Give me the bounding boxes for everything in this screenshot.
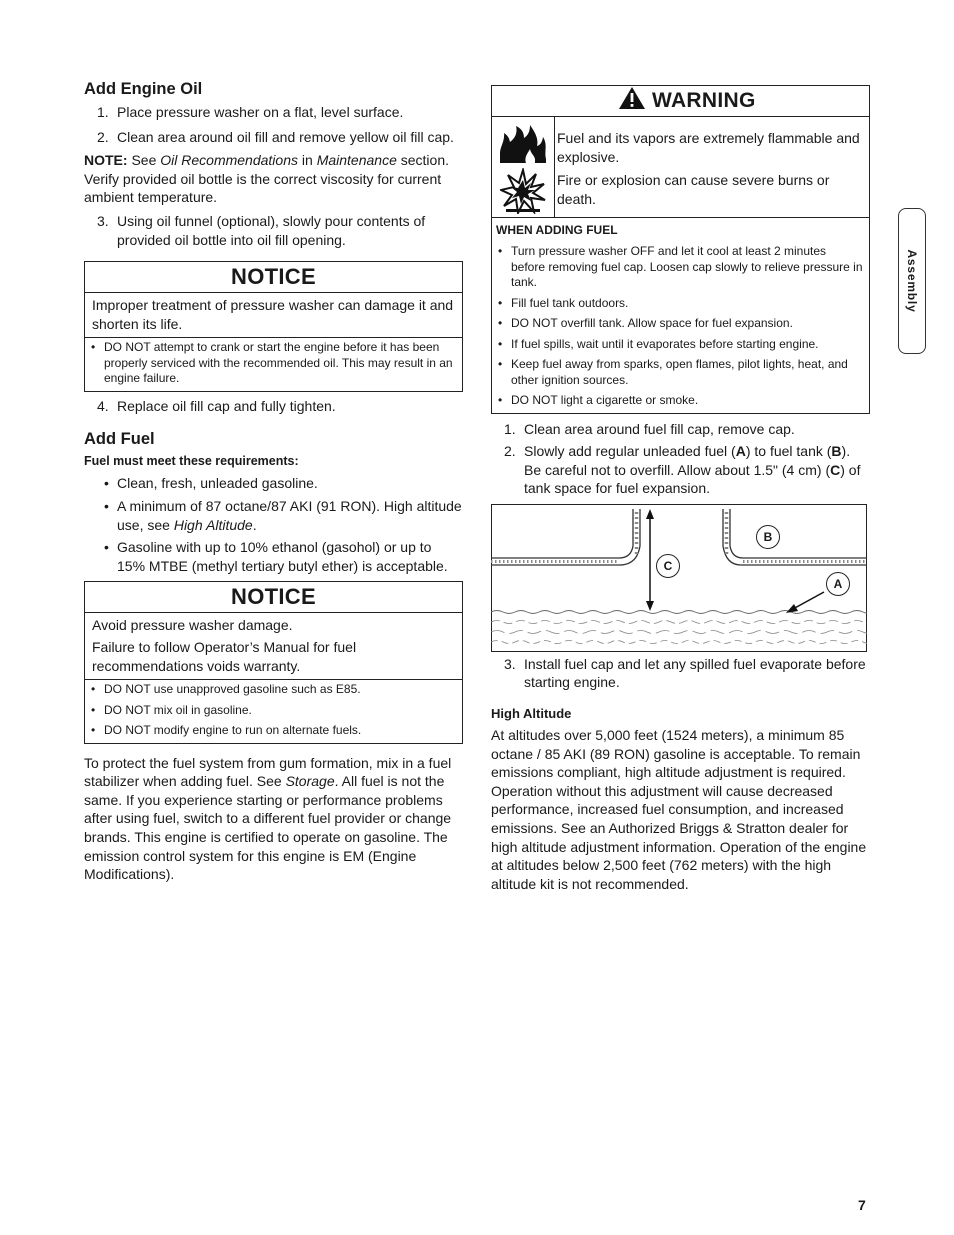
oil-note: NOTE: See Oil Recommendations in Maintenance section. Verify provided oil bottle is the correct viscosity for current ambient temperature. bbox=[84, 152, 449, 206]
list-item: • DO NOT use unapproved gasoline such as E85. bbox=[91, 682, 456, 698]
fuel-tank-illustration bbox=[491, 504, 867, 652]
high-altitude-text: At altitudes over 5,000 feet (1524 meters), a minimum 85 octane / 85 AKI (89 RON) gasoline is acceptable. To remain emissions compliant, high altitude adjustment is required. Operation without this adjustment will cause decreased performance, increased fuel consumption, and increased emissions. See an Authorized Briggs & Stratton dealer for high altitude adjustment information. Operation of the engine at altitudes below 2,500 feet (762 meters) with the high altitude kit is not recommended. bbox=[491, 727, 867, 892]
notice-list bbox=[85, 338, 462, 391]
notice-title: NOTICE bbox=[85, 582, 462, 613]
list-item: • Fill fuel tank outdoors. bbox=[498, 296, 863, 312]
warning-box bbox=[491, 85, 870, 414]
warning-hazard-text: Fuel and its vapors are extremely flammable and explosive. Fire or explosion can cause severe burns or death. bbox=[557, 130, 860, 207]
list-item: • DO NOT light a cigarette or smoke. bbox=[498, 393, 863, 409]
list-item: 4. Replace oil fill cap and fully tighten. bbox=[97, 397, 336, 414]
warning-title: WARNING bbox=[492, 86, 869, 117]
list-item: 3. Using oil funnel (optional), slowly pour contents of provided oil bottle into oil fill opening. bbox=[97, 212, 426, 248]
left-column bbox=[84, 78, 463, 884]
fuel-steps bbox=[491, 420, 870, 498]
list-item: • Gasoline with up to 10% ethanol (gasohol) or up to 15% MTBE (methyl tertiary butyl ether) is acceptable. bbox=[84, 538, 463, 575]
list-item: 2. Clean area around oil fill and remove yellow oil fill cap. bbox=[97, 128, 454, 145]
list-item: 2. Slowly add regular unleaded fuel (A) to fuel tank (B). Be careful not to overfill. Allow about 1.5" (4 cm) (C) of tank space for fuel expansion. bbox=[504, 443, 861, 497]
notice-body: Improper treatment of pressure washer can damage it and shorten its life. bbox=[85, 293, 462, 338]
list-item: 1. Place pressure washer on a flat, level surface. bbox=[97, 104, 404, 120]
explosion-icon bbox=[500, 168, 546, 214]
list-item: • A minimum of 87 octane/87 AKI (91 RON). High altitude use, see High Altitude. bbox=[84, 497, 463, 534]
fuel-tank-diagram bbox=[491, 504, 867, 652]
high-altitude-heading: High Altitude bbox=[491, 706, 572, 722]
when-adding-fuel-heading: WHEN ADDING FUEL bbox=[496, 223, 618, 237]
notice-list bbox=[85, 680, 462, 743]
flammable-icon bbox=[496, 121, 550, 165]
add-engine-oil-heading: Add Engine Oil bbox=[84, 80, 203, 98]
notice-body: Avoid pressure washer damage. Failure to follow Operator’s Manual for fuel recommendations voids warranty. bbox=[85, 613, 462, 680]
add-fuel-heading: Add Fuel bbox=[84, 430, 155, 449]
hazard-icons bbox=[492, 117, 555, 217]
fuel-paragraph: To protect the fuel system from gum formation, mix in a fuel stabilizer when adding fuel. See Storage. All fuel is not the same. If you experience starting or performance problems after using fuel, switch to a different fuel provider or change brands. This engine is certified to operate on gasoline. The emission control system for this engine is EM (Engine Modifications). bbox=[84, 754, 452, 883]
section-tab-assembly: Assembly bbox=[898, 208, 926, 354]
list-item: • Turn pressure washer OFF and let it cool at least 2 minutes before removing fuel cap. Loosen cap slowly to relieve pressure in tank. bbox=[498, 244, 863, 291]
list-item: • DO NOT attempt to crank or start the engine before it has been properly serviced with the recommended oil. This may result in an engine failure. bbox=[91, 340, 456, 387]
list-item: • Clean, fresh, unleaded gasoline. bbox=[84, 474, 463, 493]
list-item: • Keep fuel away from sparks, open flames, pilot lights, heat, and other ignition sources. bbox=[498, 357, 863, 388]
list-item: 1. Clean area around fuel fill cap, remove cap. bbox=[504, 420, 795, 437]
right-column bbox=[491, 85, 870, 893]
notice-title: NOTICE bbox=[85, 262, 462, 293]
label-b: B bbox=[756, 525, 780, 549]
list-item: • DO NOT mix oil in gasoline. bbox=[91, 703, 456, 719]
list-item: 3. Install fuel cap and let any spilled fuel evaporate before starting engine. bbox=[504, 655, 866, 691]
label-a: A bbox=[826, 572, 850, 596]
list-item: • DO NOT overfill tank. Allow space for fuel expansion. bbox=[498, 316, 863, 332]
warning-triangle-icon bbox=[618, 86, 646, 110]
list-item: • If fuel spills, wait until it evaporates before starting engine. bbox=[498, 337, 863, 353]
warning-hazard-row bbox=[492, 117, 869, 218]
list-item: • DO NOT modify engine to run on alternate fuels. bbox=[91, 723, 456, 739]
label-c: C bbox=[656, 554, 680, 578]
page-number: 7 bbox=[858, 1197, 866, 1213]
oil-steps-final bbox=[84, 397, 463, 416]
warning-list bbox=[492, 237, 869, 413]
notice-box-fuel bbox=[84, 581, 463, 743]
notice-box-oil bbox=[84, 261, 463, 392]
fuel-requirements-label: Fuel must meet these requirements: bbox=[84, 454, 299, 469]
fuel-requirements-list bbox=[84, 474, 463, 575]
oil-steps-continued bbox=[84, 212, 463, 249]
oil-steps bbox=[84, 103, 463, 146]
fuel-steps-final bbox=[491, 655, 870, 692]
